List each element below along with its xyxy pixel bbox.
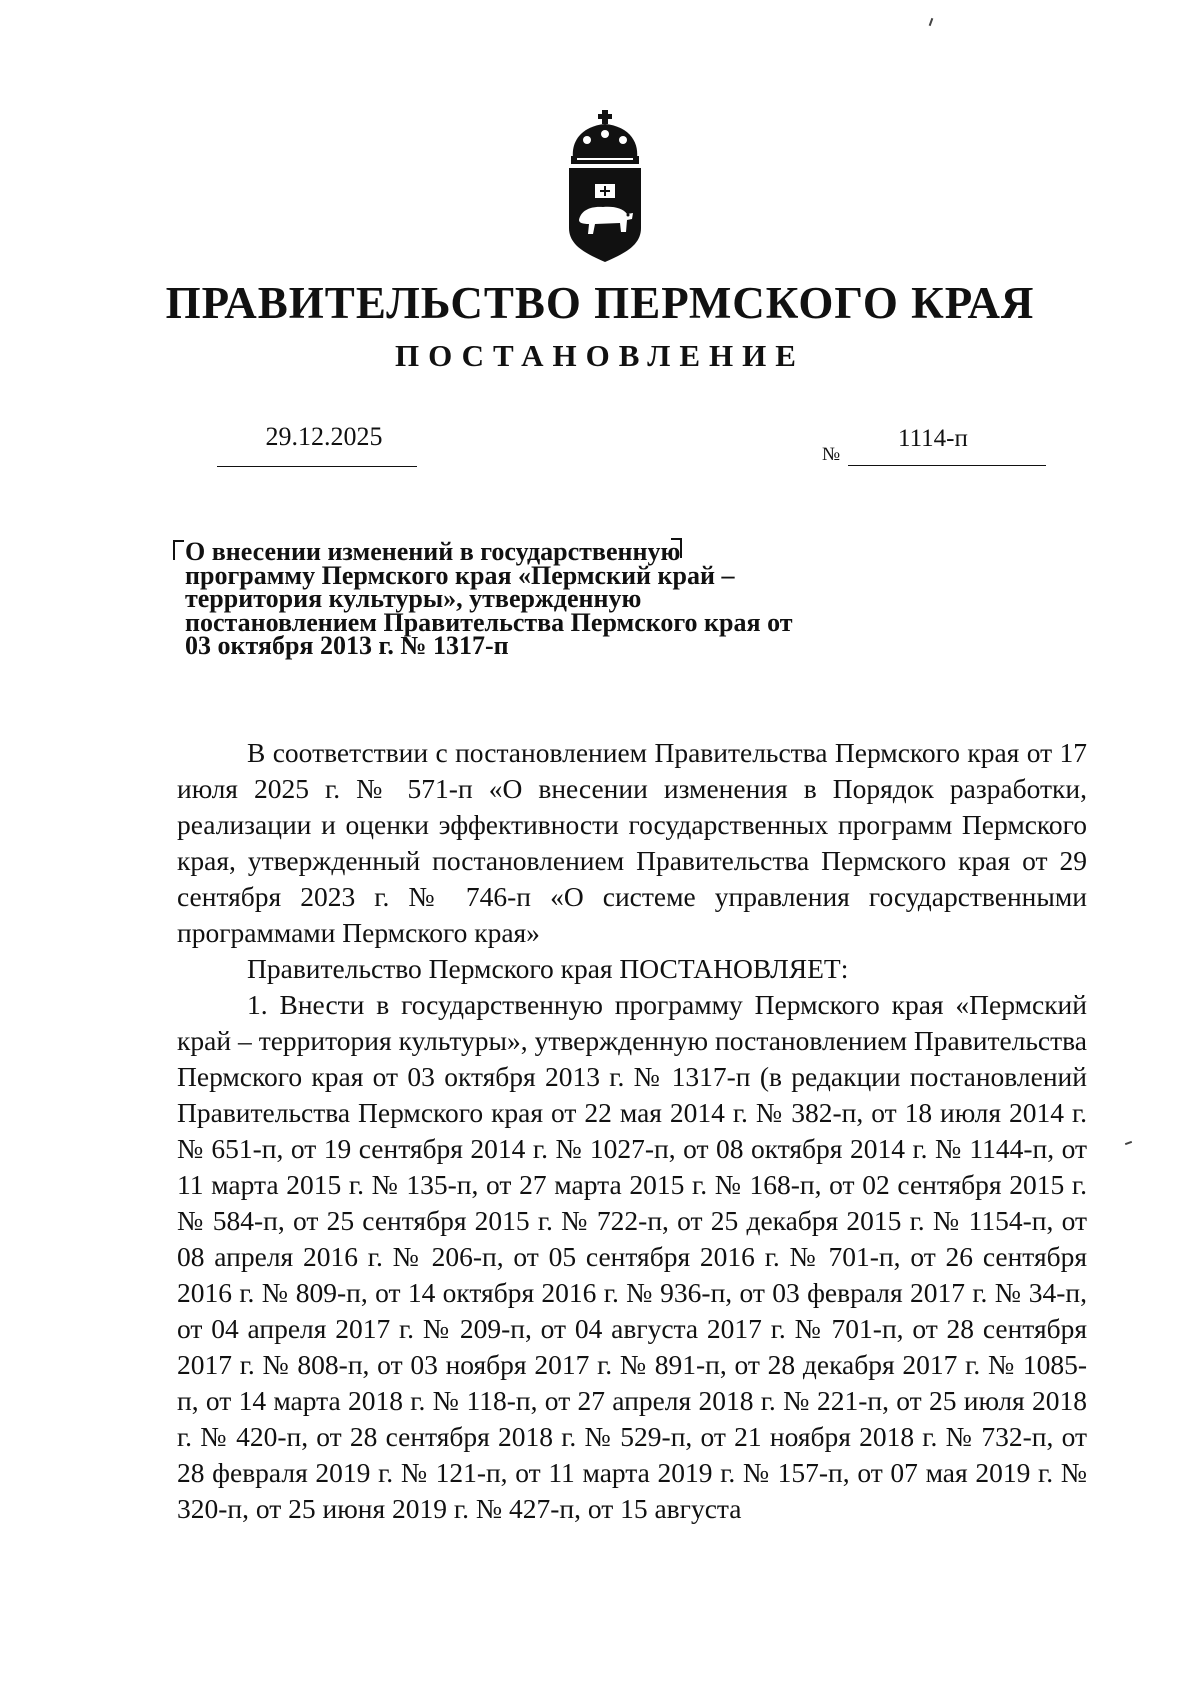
document-type: ПОСТАНОВЛЕНИЕ bbox=[395, 338, 805, 373]
document-body bbox=[177, 735, 1087, 1527]
item-1-paragraph: 1. Внести в государственную программу Пермского края «Пермский край – территория культуры», утвержденную постановлением Правительства Пермского края от 03 октября 2013 г. № 1317-п (в редакции постановлений Правительства Пермского края от 22 мая 2014 г. № 382-п, от 18 июля 2014 г. № 651-п, от 19 сентября 2014 г. № 1027-п, от 08 октября 2014 г. № 1144-п, от 11 марта 2015 г. № 135-п, от 27 марта 2015 г. № 168-п, от 02 сентября 2015 г. № 584-п, от 25 сентября 2015 г. № 722-п, от 25 декабря 2015 г. № 1154-п, от 08 апреля 2016 г. № 206-п, от 05 сентября 2016 г. № 701-п, от 26 сентября 2016 г. № 809-п, от 14 октября 2016 г. № 936-п, от 03 февраля 2017 г. № 34-п, от 04 апреля 2017 г. № 209-п, от 04 августа 2017 г. № 701-п, от 28 сентября 2017 г. № 808-п, от 03 ноября 2017 г. № 891-п, от 28 декабря 2017 г. № 1085-п, от 14 марта 2018 г. № 118-п, от 27 апреля 2018 г. № 221-п, от 25 июля 2018 г. № 420-п, от 28 сентября 2018 г. № 529-п, от 21 ноября 2018 г. № 732-п, от 28 февраля 2019 г. № 121-п, от 11 марта 2019 г. № 157-п, от 07 мая 2019 г. № 320-п, от 25 июня 2019 г. № 427-п, от 15 августа bbox=[177, 989, 1087, 1524]
document-title: О внесении изменений в государственную программу Пермского края «Пермский край – территория культуры», утвержденную постановлением Правительства Пермского края от 03 октября 2013 г. № 1317-п bbox=[185, 537, 793, 660]
document-date-field bbox=[217, 422, 417, 467]
scan-speck bbox=[1125, 1141, 1132, 1145]
document-number-field bbox=[848, 425, 1046, 466]
perm-krai-coat-of-arms-icon bbox=[565, 110, 645, 265]
document-number: 1114-п bbox=[898, 425, 968, 452]
preamble-paragraph: В соответствии с постановлением Правительства Пермского края от 17 июля 2025 г. № 571-п «О внесении изменения в Порядок разработки, реализации и оценки эффективности государственных программ Пермского края, утвержденный постановлением Правительства Пермского края от 29 сентября 2023 г. № 746-п «О системе управления государственными программами Пермского края» bbox=[177, 737, 1087, 948]
scan-speck bbox=[929, 18, 934, 26]
number-sign: № bbox=[822, 444, 841, 465]
organization-name: ПРАВИТЕЛЬСТВО ПЕРМСКОГО КРАЯ bbox=[165, 278, 1035, 328]
decree-paragraph: Правительство Пермского края ПОСТАНОВЛЯЕТ: bbox=[247, 953, 849, 984]
document-date: 29.12.2025 bbox=[265, 422, 383, 451]
title-corner-left bbox=[173, 540, 184, 560]
